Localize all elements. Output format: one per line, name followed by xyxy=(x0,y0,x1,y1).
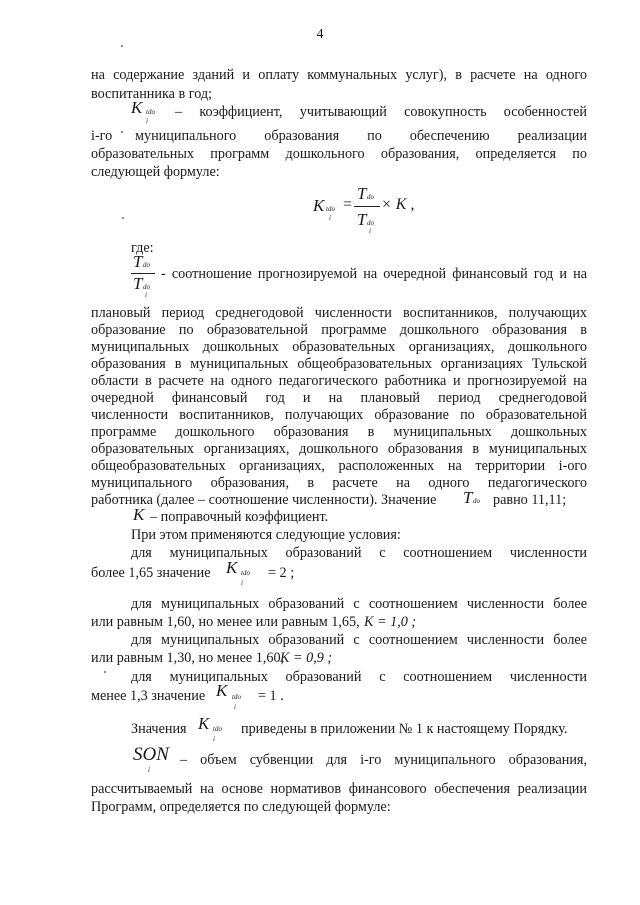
text-line: области в расчете на одного педагогического работника и прогнозируемой на xyxy=(91,373,587,389)
formula-num-t: T xyxy=(357,184,367,203)
text-line: рассчитываемый на основе нормативов финансового обеспечения реализации xyxy=(91,781,587,797)
text-line: плановый период среднегодовой численности воспитанников, получающих xyxy=(91,305,587,321)
text-line: следующей формуле: xyxy=(91,164,220,180)
ratio-den-t: T xyxy=(133,274,143,293)
text-line: для муниципальных образований с соотношением численности xyxy=(131,669,587,685)
text-line: образование по образовательной программе дошкольного образования в xyxy=(91,322,587,338)
text-line: численности воспитанников, получающих образование по образовательной xyxy=(91,407,587,423)
scan-speck xyxy=(121,131,123,133)
text-line: менее 1,3 значение xyxy=(91,688,206,704)
formula-den-i: i xyxy=(369,227,371,235)
text-line: = 1 . xyxy=(258,688,284,704)
text-line: равно 11,11; xyxy=(493,492,567,508)
symbol-t: T xyxy=(463,488,473,507)
text-line: K = 0,9 ; xyxy=(280,650,333,666)
text-line: При этом применяются следующие условия: xyxy=(131,527,401,543)
text-line: работника (далее – соотношение численности). Значение xyxy=(91,492,437,508)
text-line: i-го xyxy=(91,128,113,144)
text-line: K = 1,0 ; xyxy=(364,614,417,630)
text-line: или равным 1,60, но менее или равным 1,65, xyxy=(91,614,360,630)
text-line: программе дошкольного образования в муниципальных дошкольных xyxy=(91,424,587,440)
text-line: - соотношение прогнозируемой на очередной финансовый год и на xyxy=(161,266,587,282)
c4-i: i xyxy=(234,703,236,711)
text-line: для муниципальных образований с соотношением численности xyxy=(131,545,587,561)
text-line: муниципальных дошкольных образовательных организациях, дошкольного xyxy=(91,339,587,355)
text-line: образовательных программ дошкольного образования, определяется по xyxy=(91,146,587,162)
text-line: – коэффициент, учитывающий совокупность особенностей xyxy=(175,104,587,120)
text-line: = 2 ; xyxy=(268,565,295,581)
text-line: приведены в приложении № 1 к настоящему Порядку. xyxy=(241,721,568,737)
formula-sub-i: i xyxy=(329,214,331,222)
formula-tail: × K , xyxy=(381,196,415,213)
subscript-tdo: tdo xyxy=(146,108,155,116)
text-line: Значения xyxy=(131,721,187,737)
scan-speck xyxy=(121,45,123,47)
formula-num-do: do xyxy=(367,193,374,201)
formula-den-do: do xyxy=(367,219,374,227)
symbol-son: SON xyxy=(133,744,169,765)
symbol-k-corr: K xyxy=(133,505,145,524)
formula-sub-tdo: tdo xyxy=(326,205,335,213)
text-line: или равным 1,30, но менее 1,60, xyxy=(91,650,285,666)
page-number: 4 xyxy=(316,27,324,42)
symbol-k: K xyxy=(131,98,143,117)
ratio-den-do: do xyxy=(143,283,150,291)
scan-speck xyxy=(122,217,124,219)
c4-tdo: tdo xyxy=(232,693,241,701)
c4-k: K xyxy=(216,681,228,700)
text-line: Программ, определяется по следующей формуле: xyxy=(91,799,391,815)
text-line: общеобразовательных организациях, расположенных на территории i-ого xyxy=(91,458,587,474)
text-line: очередной финансовый год и на плановый период среднегодовой xyxy=(91,390,587,406)
ratio-num-t: T xyxy=(133,252,143,271)
subscript-i: i xyxy=(146,117,148,125)
text-line: образовательных организациях, дошкольного образования в муниципальных xyxy=(91,441,587,457)
c1-tdo: tdo xyxy=(241,569,250,577)
text-line: более 1,65 значение xyxy=(91,565,211,581)
text-line: для муниципальных образований с соотношением численности более xyxy=(131,632,587,648)
formula-eq: = xyxy=(343,196,353,213)
ratio-den-i: i xyxy=(145,291,147,299)
scan-speck xyxy=(104,671,106,673)
formula-den-t: T xyxy=(357,210,367,229)
c1-k: K xyxy=(226,558,238,577)
text-line: образования в муниципальных общеобразовательных организациях Тульской xyxy=(91,356,587,372)
text-line: где: xyxy=(131,240,154,256)
fraction-bar xyxy=(354,206,380,207)
subscript-do: do xyxy=(473,497,480,505)
text-line: – поправочный коэффициент. xyxy=(150,509,329,525)
vals-tdo: tdo xyxy=(213,725,222,733)
text-line: для муниципальных образований с соотношением численности более xyxy=(131,596,587,612)
text-line: на содержание зданий и оплату коммунальных услуг), в расчете на одного xyxy=(91,67,587,83)
text-line: воспитанника в год; xyxy=(91,86,213,102)
vals-k: K xyxy=(198,714,210,733)
formula-k: K xyxy=(313,196,325,215)
vals-i: i xyxy=(213,735,215,743)
text-line: – объем субвенции для i-го муниципального образования, xyxy=(180,752,587,768)
text-line: муниципального образования по обеспечению реализации xyxy=(135,128,587,144)
son-i: i xyxy=(148,766,150,774)
c1-i: i xyxy=(241,579,243,587)
ratio-num-do: do xyxy=(143,261,150,269)
text-line: муниципального образования, в расчете на одного педагогического xyxy=(91,475,587,491)
